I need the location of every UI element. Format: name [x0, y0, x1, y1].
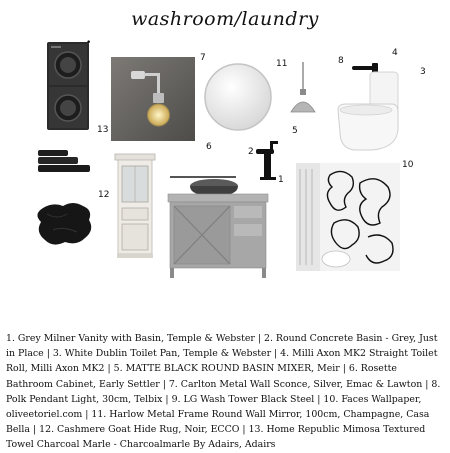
faces-wallpaper-image [296, 163, 400, 271]
item-number-1: 1 [278, 175, 284, 185]
item-number-10: 10 [402, 160, 414, 170]
product-list-caption: 1. Grey Milner Vanity with Basin, Temple & Webster | 2. Round Concrete Basin - Grey, Just in Place | 3. White Dublin Toilet Pan, Temple & Webster | 4. Milli Axon MK2 Straight Toilet Roll, Milli Axon MK2 | 5. MATTE BLACK ROUND BASIN MIXER, Meir | 6. Rosette Bathroom Cabinet, Early Settler | 7. Carlton Metal Wall Sconce, Silver, Emac & Lawton | 8. Polk Pendant Light, 30cm, Telbix | 9. LG Wash Tower Black Steel | 10. Faces Wallpaper, oliveetoriel.com | 11. Harlow Metal Frame Round Wall Mirror, 100cm, Champagne, Casa Bella | 12. Cashmere Goat Hide Rug, Noir, ECCO | 13. Home Republic Mimosa Textured Towel Charcoal Marle - Charcoalmarle By Adairs, Adairs [6, 333, 441, 451]
item-number-6: 6 [206, 142, 212, 152]
towels-image [36, 148, 92, 174]
board-title: washroom/laundry [131, 8, 319, 30]
item-number-11: 11 [276, 59, 288, 69]
grey-vanity-image [166, 170, 270, 280]
item-number-2: 2 [248, 147, 254, 157]
item-number-3: 3 [420, 67, 426, 77]
round-mirror-image [203, 62, 273, 132]
item-number-5: 5 [292, 126, 298, 136]
item-marker-dot: • [86, 38, 92, 48]
item-number-13: 13 [97, 125, 109, 135]
item-number-8: 8 [338, 56, 344, 66]
wall-sconce-image [111, 57, 195, 141]
item-number-7: 7 [200, 53, 206, 63]
goat-hide-rug-image [33, 200, 95, 248]
item-number-4: 4 [392, 48, 398, 58]
pendant-light-image [288, 62, 318, 122]
wash-tower-image [45, 40, 91, 132]
item-number-12: 12 [98, 190, 110, 200]
toilet-image [332, 70, 402, 152]
rosette-cabinet-image [113, 152, 157, 260]
